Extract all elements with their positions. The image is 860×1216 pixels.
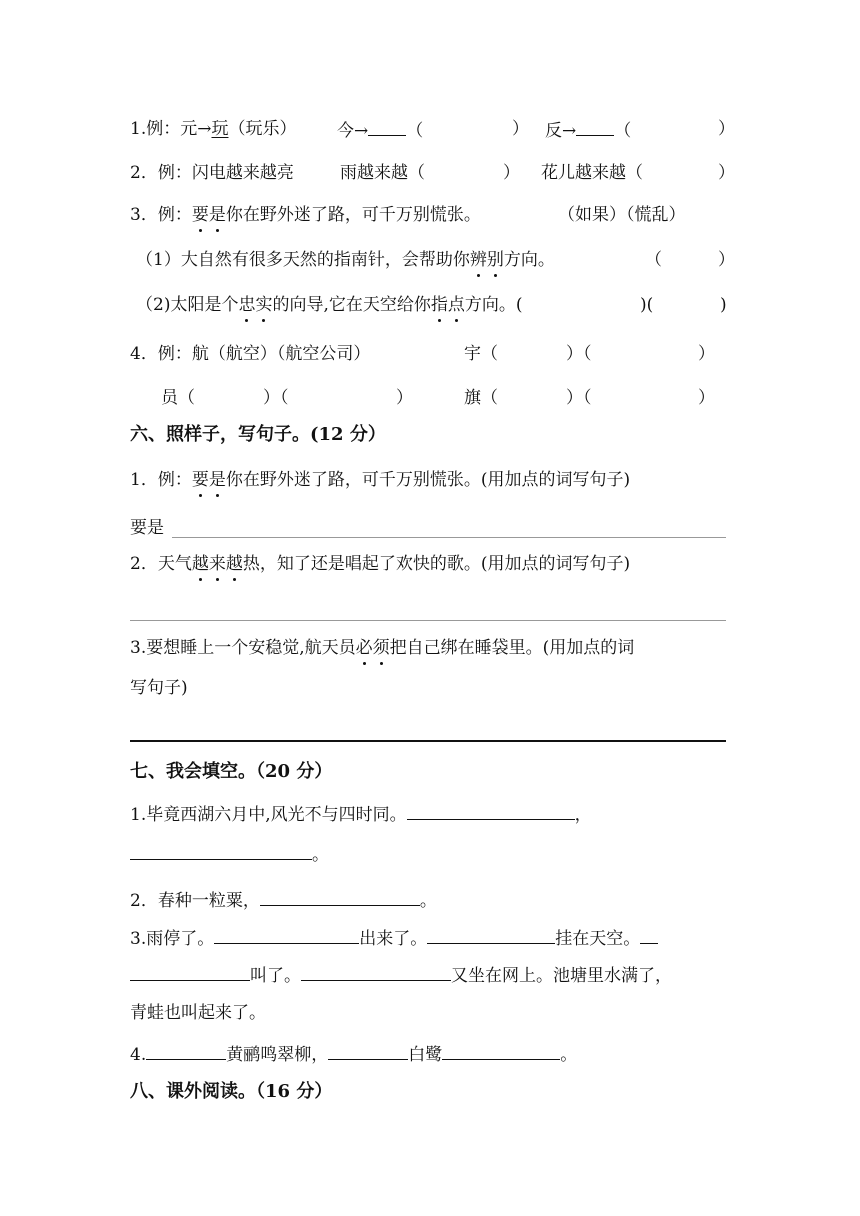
s6-q2-answer-line[interactable] xyxy=(130,620,726,621)
s6-q1: 1．例：要是你在野外迷了路，可千万别慌张。(用加点的词写句子) xyxy=(130,470,631,490)
s7-q1-line2: 。 xyxy=(130,841,329,865)
q5-item4b-blank-b[interactable]: 旗（ xyxy=(464,388,498,408)
section6-title: 六、照样子，写句子。(12 分） xyxy=(130,424,386,445)
s6-q3-answer-line[interactable] xyxy=(130,740,726,742)
example-word: 玩 xyxy=(211,119,229,139)
s7-q1: 1.毕竟西湖六月中,风光不与四时同。 ， xyxy=(130,801,592,825)
section7-title: 七、我会填空。（20 分） xyxy=(130,761,333,782)
s6-q2: 2．天气越来越热，知了还是唱起了欢快的歌。(用加点的词写句子) xyxy=(130,554,631,574)
q5-item4b-blank-a[interactable]: 员（ xyxy=(161,388,195,408)
s7-q4-blank1[interactable] xyxy=(146,1041,226,1060)
q5-item2-blank-a[interactable]: 雨越来越（ xyxy=(340,163,425,183)
s7-q3-blank3[interactable] xyxy=(640,925,658,944)
section8-title: 八、课外阅读。（16 分） xyxy=(130,1081,333,1102)
s7-q3-blank5[interactable] xyxy=(301,962,451,981)
q5-item3: 3．例：要是你在野外迷了路，可千万别慌张。 xyxy=(130,205,481,225)
q5-item1: 1.例：元→玩（玩乐） xyxy=(130,119,297,139)
s7-q3-blank4[interactable] xyxy=(130,962,250,981)
q5-item4: 4．例：航（航空）（航空公司） xyxy=(130,344,371,364)
s7-q3-line3: 青蛙也叫起来了。 xyxy=(130,1003,266,1023)
s6-q1-answer-lead: 要是 xyxy=(130,518,164,538)
s7-q1-blank2[interactable] xyxy=(130,841,312,860)
q5-item1-blank-a[interactable]: 今→ （ xyxy=(337,117,423,143)
q5-item4-blank-a[interactable]: 宇（ xyxy=(464,344,498,364)
s7-q2: 2．春种一粒粟， 。 xyxy=(130,887,437,911)
q5-item2-blank-b[interactable]: 花儿越来越（ xyxy=(541,163,643,183)
s7-q4-blank2[interactable] xyxy=(328,1041,408,1060)
s7-q3-blank2[interactable] xyxy=(427,925,555,944)
s7-q2-blank[interactable] xyxy=(260,887,420,906)
s7-q3: 3.雨停了。 出来了。 挂在天空。 xyxy=(130,925,658,949)
q5-item2: 2．例：闪电越来越亮 xyxy=(130,163,294,183)
q5-item3-sub1-blank[interactable]: （ xyxy=(645,250,662,270)
q5-item3-sub2-blank[interactable]: )( xyxy=(640,295,654,315)
s6-q3-line2: 写句子) xyxy=(130,678,188,698)
s7-q3-blank1[interactable] xyxy=(214,925,359,944)
q5-item1-blank-b[interactable]: 反→ （ xyxy=(545,117,631,143)
q5-item3-sub2: （2)太阳是个忠实的向导,它在天空给你指点方向。( xyxy=(136,295,523,315)
s7-q1-blank1[interactable] xyxy=(407,801,575,820)
s6-q3: 3.要想睡上一个安稳觉,航天员必须把自己绑在睡袋里。(用加点的词 xyxy=(130,638,635,658)
s7-q3-line2: 叫了。 又坐在网上。池塘里水满了， xyxy=(130,962,672,986)
q5-item3-sub1: （1）大自然有很多天然的指南针，会帮助你辨别方向。 xyxy=(136,250,555,270)
s7-q4-blank3[interactable] xyxy=(442,1041,560,1060)
s6-q1-answer-line[interactable] xyxy=(172,537,726,538)
q5-item3-answer: （如果）（慌乱） xyxy=(558,205,686,225)
s7-q4: 4. 黄鹂鸣翠柳， 白鹭 。 xyxy=(130,1041,577,1065)
